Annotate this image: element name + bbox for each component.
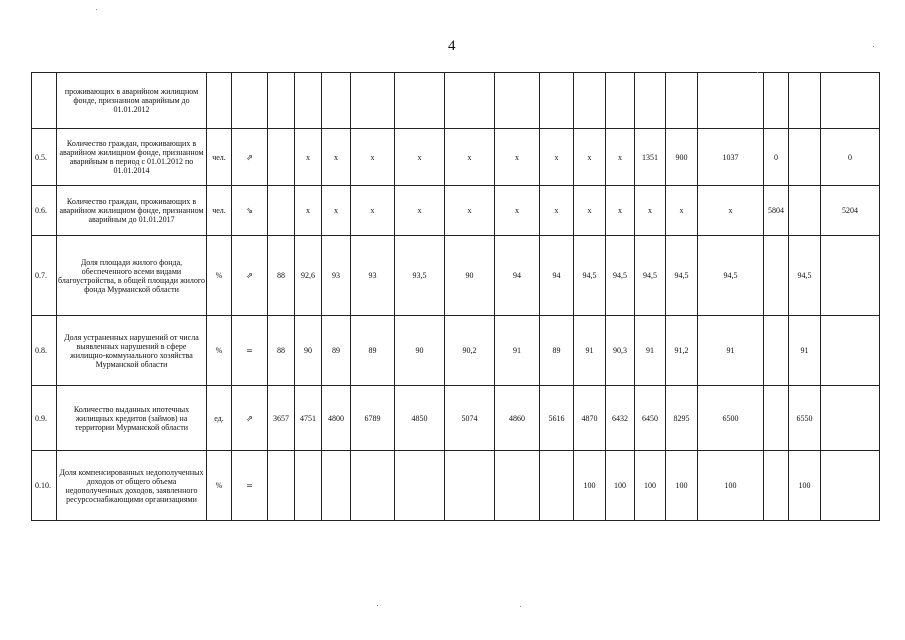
value-cell: х — [606, 186, 635, 236]
value-cell: 6789 — [351, 386, 395, 451]
value-cell — [789, 186, 821, 236]
indicators-table — [31, 72, 880, 521]
value-cell — [268, 186, 295, 236]
value-cell: х — [445, 186, 495, 236]
value-cell: 90,2 — [445, 316, 495, 386]
value-cell: х — [698, 186, 764, 236]
unit-cell: % — [207, 316, 232, 386]
value-cell: х — [322, 186, 351, 236]
value-cell — [821, 451, 880, 521]
value-cell — [540, 451, 574, 521]
value-cell — [764, 451, 789, 521]
value-cell: 91 — [789, 316, 821, 386]
value-cell: 94,5 — [606, 236, 635, 316]
value-cell: х — [606, 129, 635, 186]
value-cell: х — [574, 129, 606, 186]
value-cell: 94,5 — [789, 236, 821, 316]
indicator-name-cell: Доля устраненных нарушений от числа выявленных нарушений в сфере жилищно-коммунального хозяйства Мурманской области — [57, 316, 207, 386]
table-row — [32, 129, 880, 186]
value-cell: 6500 — [698, 386, 764, 451]
trend-sign-cell: = — [232, 451, 268, 521]
value-cell: 100 — [574, 451, 606, 521]
value-cell: 90 — [445, 236, 495, 316]
value-cell — [821, 386, 880, 451]
value-cell: 5074 — [445, 386, 495, 451]
value-cell: 91 — [635, 316, 666, 386]
value-cell: 4800 — [322, 386, 351, 451]
trend-sign-cell: ⇗ — [232, 236, 268, 316]
value-cell — [445, 73, 495, 129]
value-cell: 900 — [666, 129, 698, 186]
value-cell: 100 — [635, 451, 666, 521]
value-cell: 90 — [395, 316, 445, 386]
value-cell — [821, 316, 880, 386]
value-cell: 4860 — [495, 386, 540, 451]
value-cell — [322, 73, 351, 129]
row-number-cell: 0.7. — [32, 236, 57, 316]
value-cell — [268, 451, 295, 521]
value-cell: х — [395, 129, 445, 186]
value-cell — [764, 386, 789, 451]
table-row — [32, 236, 880, 316]
value-cell: х — [322, 129, 351, 186]
value-cell: 5804 — [764, 186, 789, 236]
value-cell: 6432 — [606, 386, 635, 451]
value-cell: 100 — [698, 451, 764, 521]
value-cell: 94 — [495, 236, 540, 316]
value-cell: х — [445, 129, 495, 186]
value-cell: 6550 — [789, 386, 821, 451]
value-cell — [574, 73, 606, 129]
table-row — [32, 186, 880, 236]
value-cell — [322, 451, 351, 521]
indicator-name-cell: проживающих в аварийном жилищном фонде, признанном аварийным до 01.01.2012 — [57, 73, 207, 129]
value-cell: х — [351, 186, 395, 236]
value-cell — [351, 73, 395, 129]
value-cell — [495, 73, 540, 129]
row-number-cell: 0.9. — [32, 386, 57, 451]
trend-sign-cell: ⇗ — [232, 386, 268, 451]
table-row — [32, 73, 880, 129]
value-cell — [395, 451, 445, 521]
value-cell: х — [295, 129, 322, 186]
value-cell: 1037 — [698, 129, 764, 186]
unit-cell: чел. — [207, 186, 232, 236]
value-cell: х — [295, 186, 322, 236]
row-number-cell: 0.10. — [32, 451, 57, 521]
value-cell: х — [574, 186, 606, 236]
value-cell: 93,5 — [395, 236, 445, 316]
value-cell — [666, 73, 698, 129]
unit-cell: % — [207, 236, 232, 316]
value-cell: 91 — [574, 316, 606, 386]
value-cell — [764, 73, 789, 129]
value-cell: 5204 — [821, 186, 880, 236]
indicator-name-cell: Количество граждан, проживающих в аварийном жилищном фонде, признанном аварийным в период с 01.01.2012 по 01.01.2014 — [57, 129, 207, 186]
value-cell — [445, 451, 495, 521]
indicator-name-cell: Доля компенсированных недополученных доходов от общего объема недополученных доходов, заявленного ресурсоснабжающими организациями — [57, 451, 207, 521]
value-cell: х — [495, 129, 540, 186]
value-cell: х — [666, 186, 698, 236]
value-cell: х — [540, 129, 574, 186]
value-cell: х — [540, 186, 574, 236]
value-cell — [295, 451, 322, 521]
value-cell: 0 — [764, 129, 789, 186]
value-cell: х — [495, 186, 540, 236]
value-cell: 0 — [821, 129, 880, 186]
value-cell: 89 — [322, 316, 351, 386]
value-cell: х — [395, 186, 445, 236]
table-row — [32, 386, 880, 451]
row-number-cell: 0.5. — [32, 129, 57, 186]
value-cell: х — [635, 186, 666, 236]
value-cell: 93 — [351, 236, 395, 316]
value-cell — [635, 73, 666, 129]
value-cell: 4751 — [295, 386, 322, 451]
value-cell: 93 — [322, 236, 351, 316]
value-cell — [789, 73, 821, 129]
value-cell — [764, 316, 789, 386]
value-cell: 6450 — [635, 386, 666, 451]
value-cell — [698, 73, 764, 129]
value-cell: 1351 — [635, 129, 666, 186]
trend-sign-cell: = — [232, 316, 268, 386]
value-cell: 88 — [268, 316, 295, 386]
value-cell: 89 — [540, 316, 574, 386]
value-cell: 92,6 — [295, 236, 322, 316]
value-cell: 94,5 — [698, 236, 764, 316]
value-cell: 8295 — [666, 386, 698, 451]
value-cell: 100 — [606, 451, 635, 521]
value-cell — [395, 73, 445, 129]
table-row — [32, 451, 880, 521]
value-cell: 90,3 — [606, 316, 635, 386]
trend-sign-cell: ⇘ — [232, 186, 268, 236]
row-number-cell: 0.6. — [32, 186, 57, 236]
value-cell: 90 — [295, 316, 322, 386]
value-cell — [495, 451, 540, 521]
row-number-cell — [32, 73, 57, 129]
unit-cell: % — [207, 451, 232, 521]
value-cell: 89 — [351, 316, 395, 386]
trend-sign-cell: ⇗ — [232, 129, 268, 186]
value-cell: 94,5 — [666, 236, 698, 316]
value-cell: 4870 — [574, 386, 606, 451]
indicator-name-cell: Доля площади жилого фонда, обеспеченного всеми видами благоустройства, в общей площади жилого фонда Мурманской области — [57, 236, 207, 316]
value-cell — [268, 73, 295, 129]
value-cell: 91,2 — [666, 316, 698, 386]
value-cell — [821, 73, 880, 129]
indicator-name-cell: Количество граждан, проживающих в аварийном жилищном фонде, признанном аварийным до 01.01.2017 — [57, 186, 207, 236]
value-cell — [351, 451, 395, 521]
trend-sign-cell — [232, 73, 268, 129]
value-cell: 91 — [495, 316, 540, 386]
value-cell — [789, 129, 821, 186]
row-number-cell: 0.8. — [32, 316, 57, 386]
page-number: 4 — [448, 38, 456, 54]
value-cell — [821, 236, 880, 316]
value-cell: 94,5 — [635, 236, 666, 316]
unit-cell — [207, 73, 232, 129]
value-cell — [606, 73, 635, 129]
indicator-name-cell: Количество выданных ипотечных жилищных кредитов (займов) на территории Мурманской области — [57, 386, 207, 451]
value-cell: 91 — [698, 316, 764, 386]
value-cell: 4850 — [395, 386, 445, 451]
value-cell: 100 — [789, 451, 821, 521]
value-cell: 5616 — [540, 386, 574, 451]
value-cell: 88 — [268, 236, 295, 316]
value-cell — [268, 129, 295, 186]
unit-cell: ед. — [207, 386, 232, 451]
value-cell — [295, 73, 322, 129]
unit-cell: чел. — [207, 129, 232, 186]
value-cell: 3657 — [268, 386, 295, 451]
value-cell: 100 — [666, 451, 698, 521]
value-cell — [540, 73, 574, 129]
value-cell: х — [351, 129, 395, 186]
value-cell: 94 — [540, 236, 574, 316]
value-cell — [764, 236, 789, 316]
value-cell: 94,5 — [574, 236, 606, 316]
table-row — [32, 316, 880, 386]
